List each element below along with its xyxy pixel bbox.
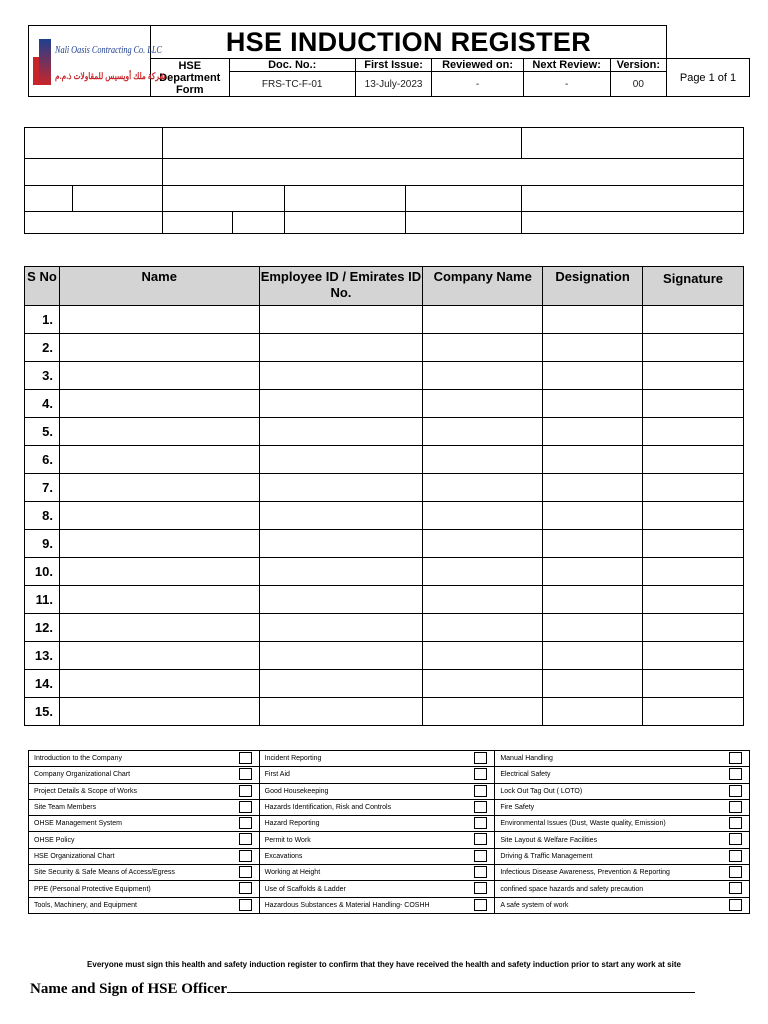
table-row — [25, 446, 744, 474]
signature-line[interactable] — [227, 980, 695, 993]
topic-checkbox[interactable] — [474, 882, 487, 894]
employee-id-cell[interactable] — [259, 614, 423, 642]
employee-id-cell[interactable] — [259, 642, 423, 670]
company-cell[interactable] — [423, 642, 543, 670]
first-issue-value: 13-July-2023 — [355, 72, 432, 97]
topic-checkbox[interactable] — [239, 768, 252, 780]
col-header-signature: Signature — [643, 267, 744, 306]
topic-checkbox[interactable] — [729, 817, 742, 829]
company-cell[interactable] — [423, 586, 543, 614]
topic-label: Hazardous Substances & Material Handling- COSHH — [264, 901, 430, 909]
first-issue-label: First Issue: — [355, 59, 432, 72]
document-header — [28, 25, 750, 97]
topic-row — [29, 865, 750, 881]
topic-checkbox[interactable] — [729, 752, 742, 764]
topic-item — [495, 897, 750, 913]
info-field[interactable] — [284, 186, 406, 212]
company-cell[interactable] — [423, 474, 543, 502]
topic-label: Hazards Identification, Risk and Controls — [264, 804, 392, 812]
name-cell[interactable] — [59, 474, 259, 502]
topic-checkbox[interactable] — [474, 866, 487, 878]
table-row — [25, 642, 744, 670]
logo-tower-icon — [39, 39, 51, 85]
employee-id-cell[interactable] — [259, 362, 423, 390]
row-number: 2. — [25, 334, 60, 362]
row-number: 11. — [25, 586, 60, 614]
topic-label: PPE (Personal Protective Equipment) — [34, 885, 151, 893]
row-number: 10. — [25, 558, 60, 586]
row-number: 12. — [25, 614, 60, 642]
employee-id-cell[interactable] — [259, 446, 423, 474]
topic-label: OHSE Policy — [34, 836, 75, 844]
designation-cell[interactable] — [543, 670, 643, 698]
topic-label: Site Security & Safe Means of Access/Egress — [34, 869, 175, 877]
topic-item — [259, 751, 495, 767]
signature-cell[interactable] — [643, 558, 744, 586]
topic-item — [495, 881, 750, 897]
topic-label: Excavations — [264, 852, 303, 860]
topic-checkbox[interactable] — [729, 899, 742, 911]
topic-label: Fire Safety — [500, 804, 535, 812]
topic-label: Site Layout & Welfare Facilities — [500, 836, 598, 844]
topic-row — [29, 832, 750, 848]
name-cell[interactable] — [59, 362, 259, 390]
topic-item — [29, 767, 260, 783]
topic-label: Use of Scaffolds & Ladder — [264, 885, 346, 893]
company-cell[interactable] — [423, 614, 543, 642]
name-cell[interactable] — [59, 502, 259, 530]
designation-cell[interactable] — [543, 390, 643, 418]
designation-cell[interactable] — [543, 474, 643, 502]
topic-label: Tools, Machinery, and Equipment — [34, 901, 137, 909]
topic-item — [259, 783, 495, 799]
topic-row — [29, 799, 750, 815]
row-number: 15. — [25, 698, 60, 726]
topic-checkbox[interactable] — [239, 866, 252, 878]
page-number: Page 1 of 1 — [667, 59, 750, 97]
designation-cell[interactable] — [543, 446, 643, 474]
designation-cell[interactable] — [543, 530, 643, 558]
name-cell[interactable] — [59, 586, 259, 614]
table-row — [25, 418, 744, 446]
topic-label: Lock Out Tag Out ( LOTO) — [500, 787, 583, 795]
topic-checkbox[interactable] — [729, 801, 742, 813]
footer-note: Everyone must sign this health and safety induction register to confirm that they have received the health and safety induction prior to start any work at site — [87, 960, 681, 969]
row-number: 9. — [25, 530, 60, 558]
info-field[interactable] — [522, 128, 744, 159]
row-number: 3. — [25, 362, 60, 390]
col-header-designation: Designation — [543, 267, 643, 306]
topic-label: Project Details & Scope of Works — [34, 787, 137, 795]
col-header-sno: S No — [25, 267, 60, 306]
row-number: 4. — [25, 390, 60, 418]
col-header-name: Name — [59, 267, 259, 306]
version-label: Version: — [610, 59, 666, 72]
page-title: HSE INDUCTION REGISTER — [150, 26, 666, 59]
name-cell[interactable] — [59, 418, 259, 446]
info-field[interactable] — [284, 212, 406, 234]
table-row — [25, 698, 744, 726]
company-cell[interactable] — [423, 334, 543, 362]
topic-label: confined space hazards and safety precaution — [500, 885, 644, 893]
topic-label: First Aid — [264, 771, 290, 779]
designation-cell[interactable] — [543, 586, 643, 614]
employee-id-cell[interactable] — [259, 306, 423, 334]
company-cell[interactable] — [423, 670, 543, 698]
table-row — [25, 306, 744, 334]
topic-item — [259, 865, 495, 881]
topic-item — [495, 767, 750, 783]
topic-item — [259, 848, 495, 864]
row-number: 13. — [25, 642, 60, 670]
topic-checkbox[interactable] — [239, 833, 252, 845]
info-field[interactable] — [406, 186, 522, 212]
topic-label: Permit to Work — [264, 836, 311, 844]
topic-checkbox[interactable] — [729, 882, 742, 894]
row-number: 8. — [25, 502, 60, 530]
info-field[interactable] — [25, 128, 163, 159]
topic-item — [495, 751, 750, 767]
topic-item — [495, 865, 750, 881]
employee-id-cell[interactable] — [259, 670, 423, 698]
logo-company-en: Nali Oasis Contracting Co. LLC — [55, 45, 162, 56]
hse-officer-signature — [30, 980, 695, 998]
table-row — [25, 362, 744, 390]
signature-cell[interactable] — [643, 418, 744, 446]
company-logo — [29, 26, 166, 97]
signature-cell[interactable] — [643, 530, 744, 558]
signature-cell[interactable] — [643, 306, 744, 334]
table-row — [25, 670, 744, 698]
topic-item — [259, 767, 495, 783]
employee-id-cell[interactable] — [259, 558, 423, 586]
table-row — [25, 390, 744, 418]
topic-checkbox[interactable] — [239, 801, 252, 813]
topic-label: Incident Reporting — [264, 755, 322, 763]
employee-id-cell[interactable] — [259, 390, 423, 418]
topic-item — [29, 751, 260, 767]
topic-label: Infectious Disease Awareness, Prevention & Reporting — [500, 869, 670, 877]
info-field[interactable] — [25, 212, 163, 234]
topic-checkbox[interactable] — [239, 752, 252, 764]
topic-checkbox[interactable] — [474, 899, 487, 911]
info-field[interactable] — [72, 186, 162, 212]
topic-checkbox[interactable] — [239, 882, 252, 894]
topic-label: Working at Height — [264, 869, 321, 877]
company-cell[interactable] — [423, 698, 543, 726]
table-row — [25, 558, 744, 586]
topic-checkbox[interactable] — [474, 801, 487, 813]
employee-id-cell[interactable] — [259, 530, 423, 558]
topic-item — [495, 816, 750, 832]
topic-checkbox[interactable] — [474, 785, 487, 797]
info-field[interactable] — [25, 159, 163, 186]
induction-topics-checklist — [28, 750, 750, 914]
topic-checkbox[interactable] — [729, 833, 742, 845]
topic-checkbox[interactable] — [729, 850, 742, 862]
topic-checkbox[interactable] — [474, 850, 487, 862]
topic-label: Company Organizational Chart — [34, 771, 131, 779]
topic-checkbox[interactable] — [474, 752, 487, 764]
topic-item — [29, 897, 260, 913]
col-header-company: Company Name — [423, 267, 543, 306]
employee-id-cell[interactable] — [259, 586, 423, 614]
designation-cell[interactable] — [543, 614, 643, 642]
topic-row — [29, 881, 750, 897]
next-review-label: Next Review: — [523, 59, 610, 72]
info-field[interactable] — [522, 212, 744, 234]
info-field[interactable] — [25, 186, 73, 212]
name-cell[interactable] — [59, 698, 259, 726]
topic-checkbox[interactable] — [729, 768, 742, 780]
hse-officer-label: Name and Sign of HSE Officer — [30, 981, 228, 997]
name-cell[interactable] — [59, 642, 259, 670]
version-value: 00 — [610, 72, 666, 97]
table-row — [25, 474, 744, 502]
table-row — [25, 614, 744, 642]
topic-label: HSE Organizational Chart — [34, 852, 115, 860]
topic-row — [29, 751, 750, 767]
topic-item — [495, 848, 750, 864]
topic-checkbox[interactable] — [239, 850, 252, 862]
employee-id-cell[interactable] — [259, 418, 423, 446]
info-field[interactable] — [232, 212, 284, 234]
name-cell[interactable] — [59, 558, 259, 586]
company-cell[interactable] — [423, 362, 543, 390]
signature-cell[interactable] — [643, 586, 744, 614]
employee-id-cell[interactable] — [259, 474, 423, 502]
topic-label: A safe system of work — [500, 901, 569, 909]
signature-cell[interactable] — [643, 670, 744, 698]
topic-row — [29, 816, 750, 832]
row-number: 5. — [25, 418, 60, 446]
signature-cell[interactable] — [643, 362, 744, 390]
company-cell[interactable] — [423, 530, 543, 558]
info-field[interactable] — [162, 128, 521, 159]
topic-label: Site Team Members — [34, 804, 97, 812]
company-cell[interactable] — [423, 418, 543, 446]
designation-cell[interactable] — [543, 362, 643, 390]
signature-cell[interactable] — [643, 390, 744, 418]
info-field[interactable] — [522, 186, 744, 212]
next-review-value: - — [523, 72, 610, 97]
employee-id-cell[interactable] — [259, 502, 423, 530]
employee-id-cell[interactable] — [259, 334, 423, 362]
info-field[interactable] — [162, 186, 284, 212]
designation-cell[interactable] — [543, 334, 643, 362]
topic-checkbox[interactable] — [729, 785, 742, 797]
table-row — [25, 334, 744, 362]
name-cell[interactable] — [59, 530, 259, 558]
info-field[interactable] — [162, 159, 743, 186]
topic-label: Environmental Issues (Dust, Waste quality, Emission) — [500, 820, 666, 828]
topic-item — [29, 832, 260, 848]
row-number: 7. — [25, 474, 60, 502]
topic-item — [29, 799, 260, 815]
signature-cell[interactable] — [643, 474, 744, 502]
designation-cell[interactable] — [543, 418, 643, 446]
designation-cell[interactable] — [543, 502, 643, 530]
topic-item — [259, 799, 495, 815]
topic-item — [29, 783, 260, 799]
company-cell[interactable] — [423, 446, 543, 474]
topic-checkbox[interactable] — [474, 817, 487, 829]
doc-no-value: FRS-TC-F-01 — [229, 72, 355, 97]
topic-item — [259, 881, 495, 897]
name-cell[interactable] — [59, 670, 259, 698]
topic-item — [495, 832, 750, 848]
company-cell[interactable] — [423, 558, 543, 586]
topic-checkbox[interactable] — [239, 899, 252, 911]
signature-cell[interactable] — [643, 614, 744, 642]
signature-cell[interactable] — [643, 334, 744, 362]
doc-no-label: Doc. No.: — [229, 59, 355, 72]
signature-cell[interactable] — [643, 446, 744, 474]
topic-item — [259, 832, 495, 848]
employee-id-cell[interactable] — [259, 698, 423, 726]
topic-row — [29, 783, 750, 799]
topic-row — [29, 767, 750, 783]
signature-cell[interactable] — [643, 502, 744, 530]
row-number: 6. — [25, 446, 60, 474]
topic-checkbox[interactable] — [729, 866, 742, 878]
topic-label: Driving & Traffic Management — [500, 852, 593, 860]
topic-checkbox[interactable] — [474, 768, 487, 780]
name-cell[interactable] — [59, 390, 259, 418]
logo-company-ar: شركة ملك أويسيس للمقاولات ذ.م.م — [55, 71, 166, 81]
topic-item — [259, 816, 495, 832]
topic-label: OHSE Management System — [34, 820, 122, 828]
company-cell[interactable] — [423, 390, 543, 418]
topic-item — [495, 799, 750, 815]
name-cell[interactable] — [59, 334, 259, 362]
topic-item — [29, 865, 260, 881]
signature-cell[interactable] — [643, 698, 744, 726]
topic-label: Electrical Safety — [500, 771, 551, 779]
col-header-employee-id: Employee ID / Emirates ID No. — [259, 267, 423, 306]
topic-item — [259, 897, 495, 913]
topic-item — [29, 816, 260, 832]
topic-item — [495, 783, 750, 799]
induction-register-table — [24, 266, 744, 726]
info-field[interactable] — [406, 212, 522, 234]
topic-item — [29, 848, 260, 864]
designation-cell[interactable] — [543, 558, 643, 586]
topic-row — [29, 897, 750, 913]
designation-cell[interactable] — [543, 306, 643, 334]
reviewed-value: - — [432, 72, 523, 97]
row-number: 14. — [25, 670, 60, 698]
table-row — [25, 530, 744, 558]
topic-checkbox[interactable] — [239, 817, 252, 829]
info-field[interactable] — [162, 212, 232, 234]
topic-checkbox[interactable] — [474, 833, 487, 845]
topic-label: Good Housekeeping — [264, 787, 329, 795]
signature-cell[interactable] — [643, 642, 744, 670]
info-grid — [24, 127, 744, 234]
table-row — [25, 586, 744, 614]
table-row — [25, 502, 744, 530]
name-cell[interactable] — [59, 614, 259, 642]
name-cell[interactable] — [59, 306, 259, 334]
department-form: HSE Department Form — [150, 59, 229, 97]
designation-cell[interactable] — [543, 698, 643, 726]
reviewed-label: Reviewed on: — [432, 59, 523, 72]
topic-row — [29, 848, 750, 864]
topic-item — [29, 881, 260, 897]
company-cell[interactable] — [423, 306, 543, 334]
name-cell[interactable] — [59, 446, 259, 474]
topic-checkbox[interactable] — [239, 785, 252, 797]
topic-label: Hazard Reporting — [264, 820, 320, 828]
topic-label: Manual Handling — [500, 755, 553, 763]
row-number: 1. — [25, 306, 60, 334]
company-cell[interactable] — [423, 502, 543, 530]
designation-cell[interactable] — [543, 642, 643, 670]
topic-label: Introduction to the Company — [34, 755, 122, 763]
